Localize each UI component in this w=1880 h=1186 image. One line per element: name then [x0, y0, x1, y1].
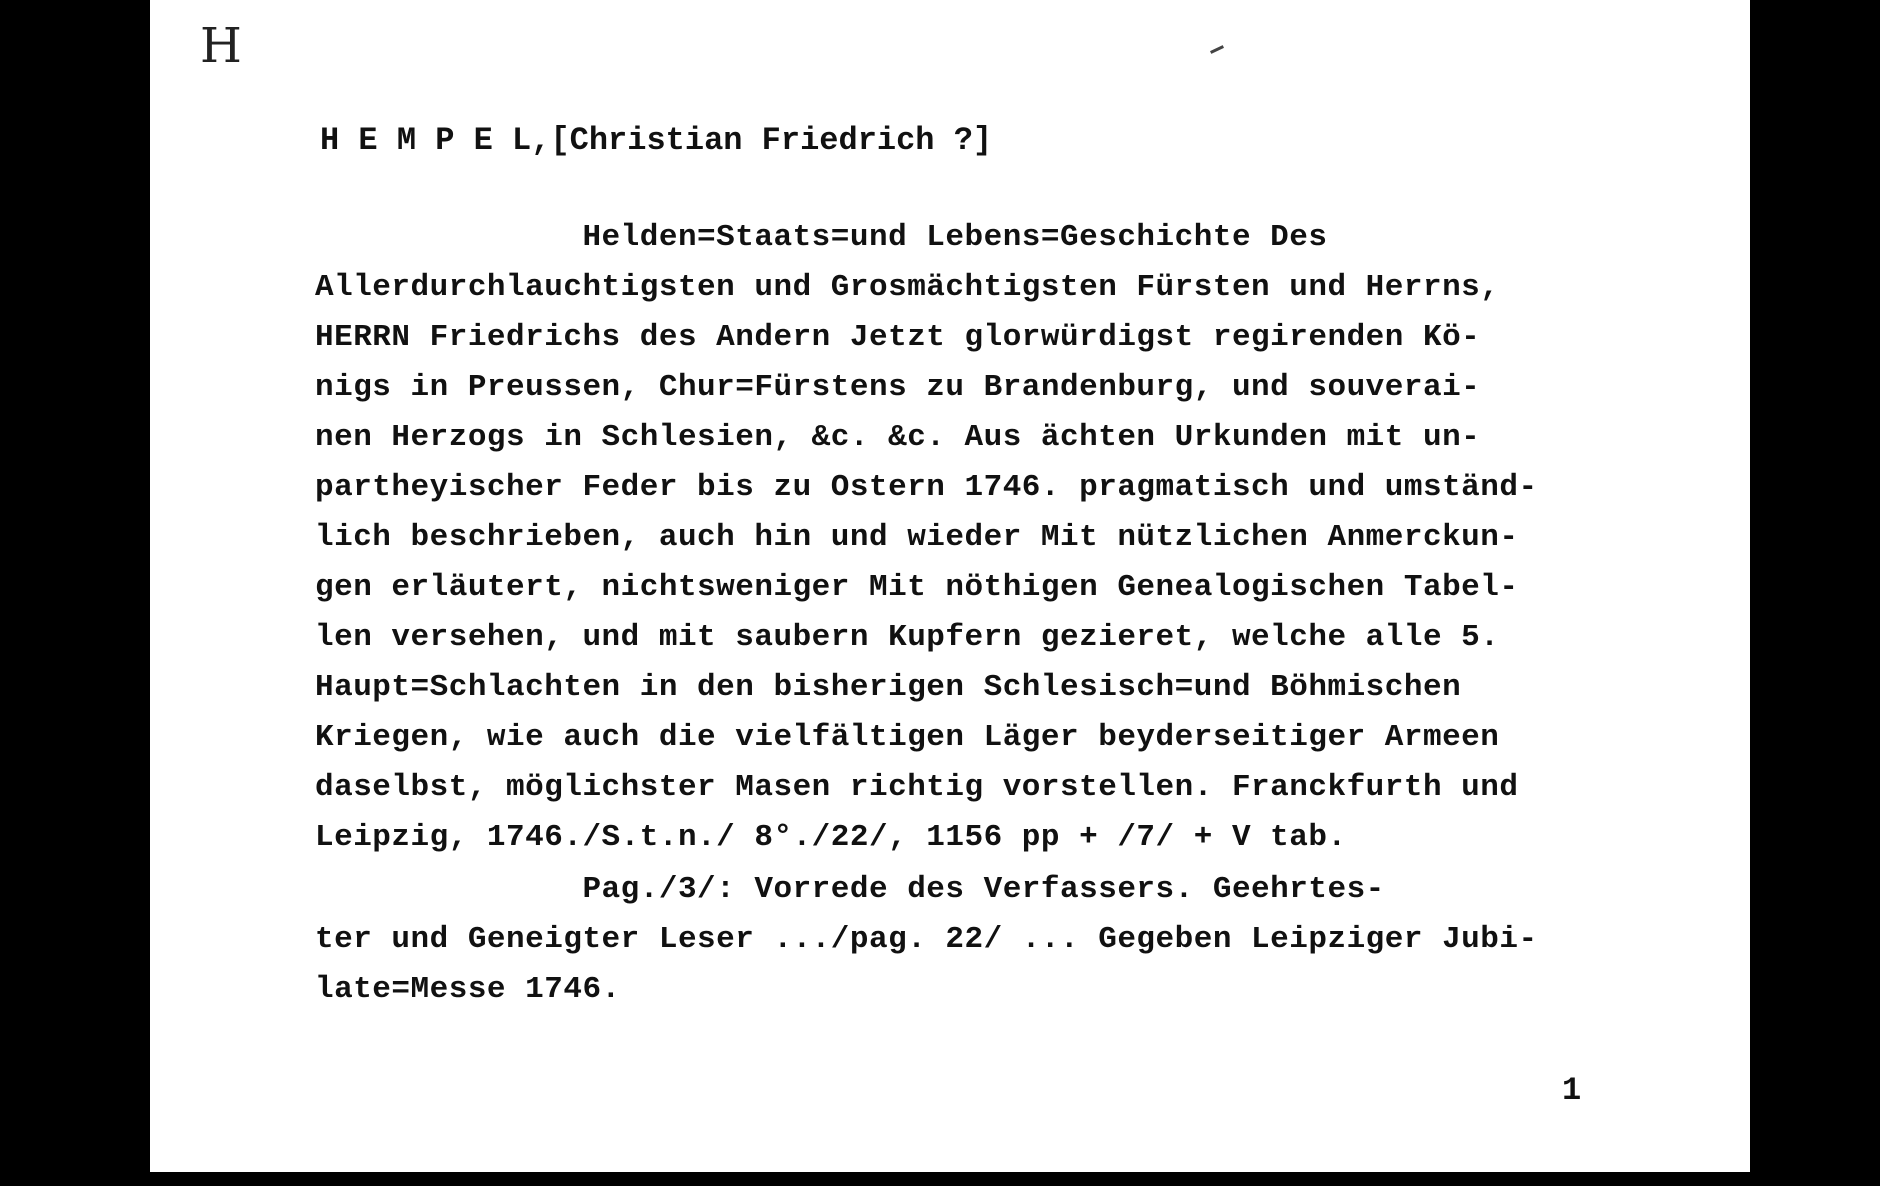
text-line: ter und Geneigter Leser .../pag. 22/ ... Gegeben Leipziger Jubi-	[315, 922, 1538, 957]
text-line: lich beschrieben, auch hin und wieder Mit nützlichen Anmerckun-	[315, 520, 1519, 555]
text-line: Kriegen, wie auch die vielfältigen Läger beyderseitiger Armeen	[315, 720, 1500, 755]
text-line: nen Herzogs in Schlesien, &c. &c. Aus ächten Urkunden mit un-	[315, 420, 1481, 455]
text-line: HERRN Friedrichs des Andern Jetzt glorwürdigst regirenden Kö-	[315, 320, 1481, 355]
text-line: Pag./3/: Vorrede des Verfassers. Geehrtes-	[315, 872, 1385, 907]
text-line: daselbst, möglichster Masen richtig vorstellen. Franckfurth und	[315, 770, 1519, 805]
text-line: Helden=Staats=und Lebens=Geschichte Des	[315, 220, 1328, 255]
catalog-card	[150, 0, 1750, 1172]
text-line: late=Messe 1746.	[315, 972, 621, 1007]
ink-speck	[1210, 45, 1224, 54]
author-heading: H E M P E L,[Christian Friedrich ?]	[320, 122, 993, 159]
handwritten-letter-mark: H	[200, 18, 242, 74]
text-line: Haupt=Schlachten in den bisherigen Schlesisch=und Böhmischen	[315, 670, 1462, 705]
text-line: Allerdurchlauchtigsten und Grosmächtigsten Fürsten und Herrns,	[315, 270, 1500, 305]
text-line: gen erläutert, nichtsweniger Mit nöthigen Genealogischen Tabel-	[315, 570, 1519, 605]
text-line: partheyischer Feder bis zu Ostern 1746. pragmatisch und umständ-	[315, 470, 1538, 505]
page-number: 1	[1562, 1072, 1582, 1109]
text-line: len versehen, und mit saubern Kupfern gezieret, welche alle 5.	[315, 620, 1500, 655]
text-line: nigs in Preussen, Chur=Fürstens zu Brandenburg, und souverai-	[315, 370, 1481, 405]
text-line: Leipzig, 1746./S.t.n./ 8°./22/, 1156 pp + /7/ + V tab.	[315, 820, 1347, 855]
